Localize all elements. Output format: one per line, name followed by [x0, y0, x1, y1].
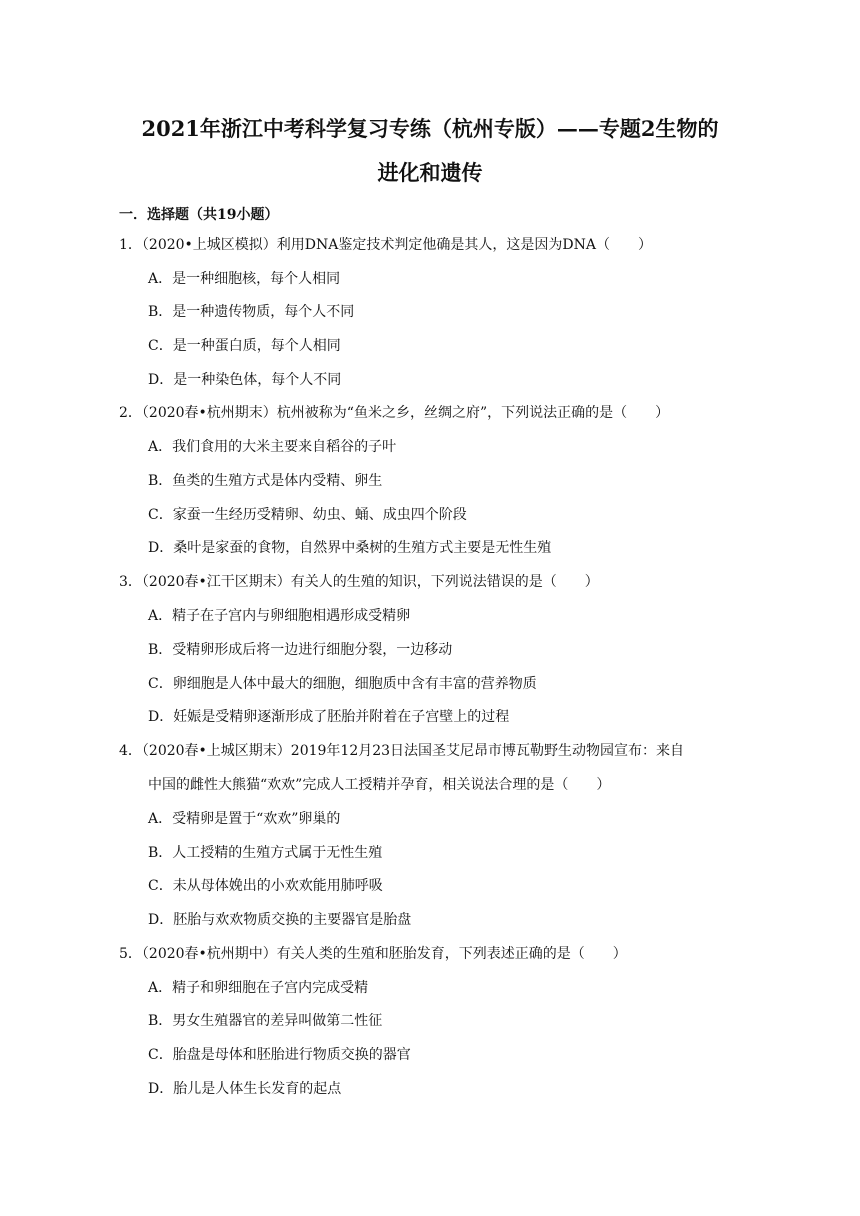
- question-1-option-d: D．是一种染色体，每个人不同: [148, 372, 342, 388]
- question-4-option-c: C．未从母体娩出的小欢欢能用肺呼吸: [148, 878, 383, 894]
- question-4-option-a: A．受精卵是置于“欢欢”卵巢的: [148, 811, 341, 827]
- question-5-option-d: D．胎儿是人体生长发育的起点: [148, 1081, 342, 1097]
- question-2-option-b: B．鱼类的生殖方式是体内受精、卵生: [148, 473, 383, 489]
- question-4-option-b: B．人工授精的生殖方式属于无性生殖: [148, 845, 383, 861]
- question-5-option-c: C．胎盘是母体和胚胎进行物质交换的器官: [148, 1047, 411, 1063]
- question-1-option-a: A．是一种细胞核，每个人相同: [148, 271, 341, 287]
- question-2-option-a: A．我们食用的大米主要来自稻谷的子叶: [148, 439, 397, 455]
- document-title-line-1: 2021年浙江中考科学复习专练（杭州专版）——专题2生物的: [141, 116, 719, 141]
- question-4-stem-line-2: 中国的雌性大熊猫“欢欢”完成人工授精并孕育，相关说法合理的是（ ）: [148, 777, 611, 793]
- question-2-option-d: D．桑叶是家蚕的食物，自然界中桑树的生殖方式主要是无性生殖: [148, 540, 552, 556]
- question-3-option-b: B．受精卵形成后将一边进行细胞分裂，一边移动: [148, 642, 453, 658]
- question-5-option-b: B．男女生殖器官的差异叫做第二性征: [148, 1013, 383, 1029]
- question-1-option-b: B．是一种遗传物质，每个人不同: [148, 304, 355, 320]
- question-4-stem-line-1: 4．（2020春•上城区期末）2019年12月23日法国圣艾尼昂市博瓦勒野生动物园宣布：来自: [119, 743, 685, 759]
- question-3-option-c: C．卵细胞是人体中最大的细胞，细胞质中含有丰富的营养物质: [148, 676, 537, 692]
- question-1-option-c: C．是一种蛋白质，每个人相同: [148, 338, 341, 354]
- question-3-stem: 3．（2020春•江干区期末）有关人的生殖的知识，下列说法错误的是（ ）: [119, 574, 599, 590]
- question-2-stem: 2．（2020春•杭州期末）杭州被称为“鱼米之乡，丝绸之府”，下列说法正确的是（ ）: [119, 405, 670, 421]
- question-2-option-c: C．家蚕一生经历受精卵、幼虫、蛹、成虫四个阶段: [148, 507, 467, 523]
- question-5-stem: 5．（2020春•杭州期中）有关人类的生殖和胚胎发育，下列表述正确的是（ ）: [119, 946, 627, 962]
- question-5-option-a: A．精子和卵细胞在子宫内完成受精: [148, 980, 369, 996]
- question-3-option-d: D．妊娠是受精卵逐渐形成了胚胎并附着在子宫壁上的过程: [148, 709, 510, 725]
- section-heading: 一．选择题（共19小题）: [119, 207, 279, 223]
- question-4-option-d: D．胚胎与欢欢物质交换的主要器官是胎盘: [148, 912, 412, 928]
- document-title-line-2: 进化和遗传: [377, 160, 483, 185]
- question-1-stem: 1．（2020•上城区模拟）利用DNA鉴定技术判定他确是其人，这是因为DNA（ ）: [119, 237, 652, 253]
- question-3-option-a: A．精子在子宫内与卵细胞相遇形成受精卵: [148, 608, 411, 624]
